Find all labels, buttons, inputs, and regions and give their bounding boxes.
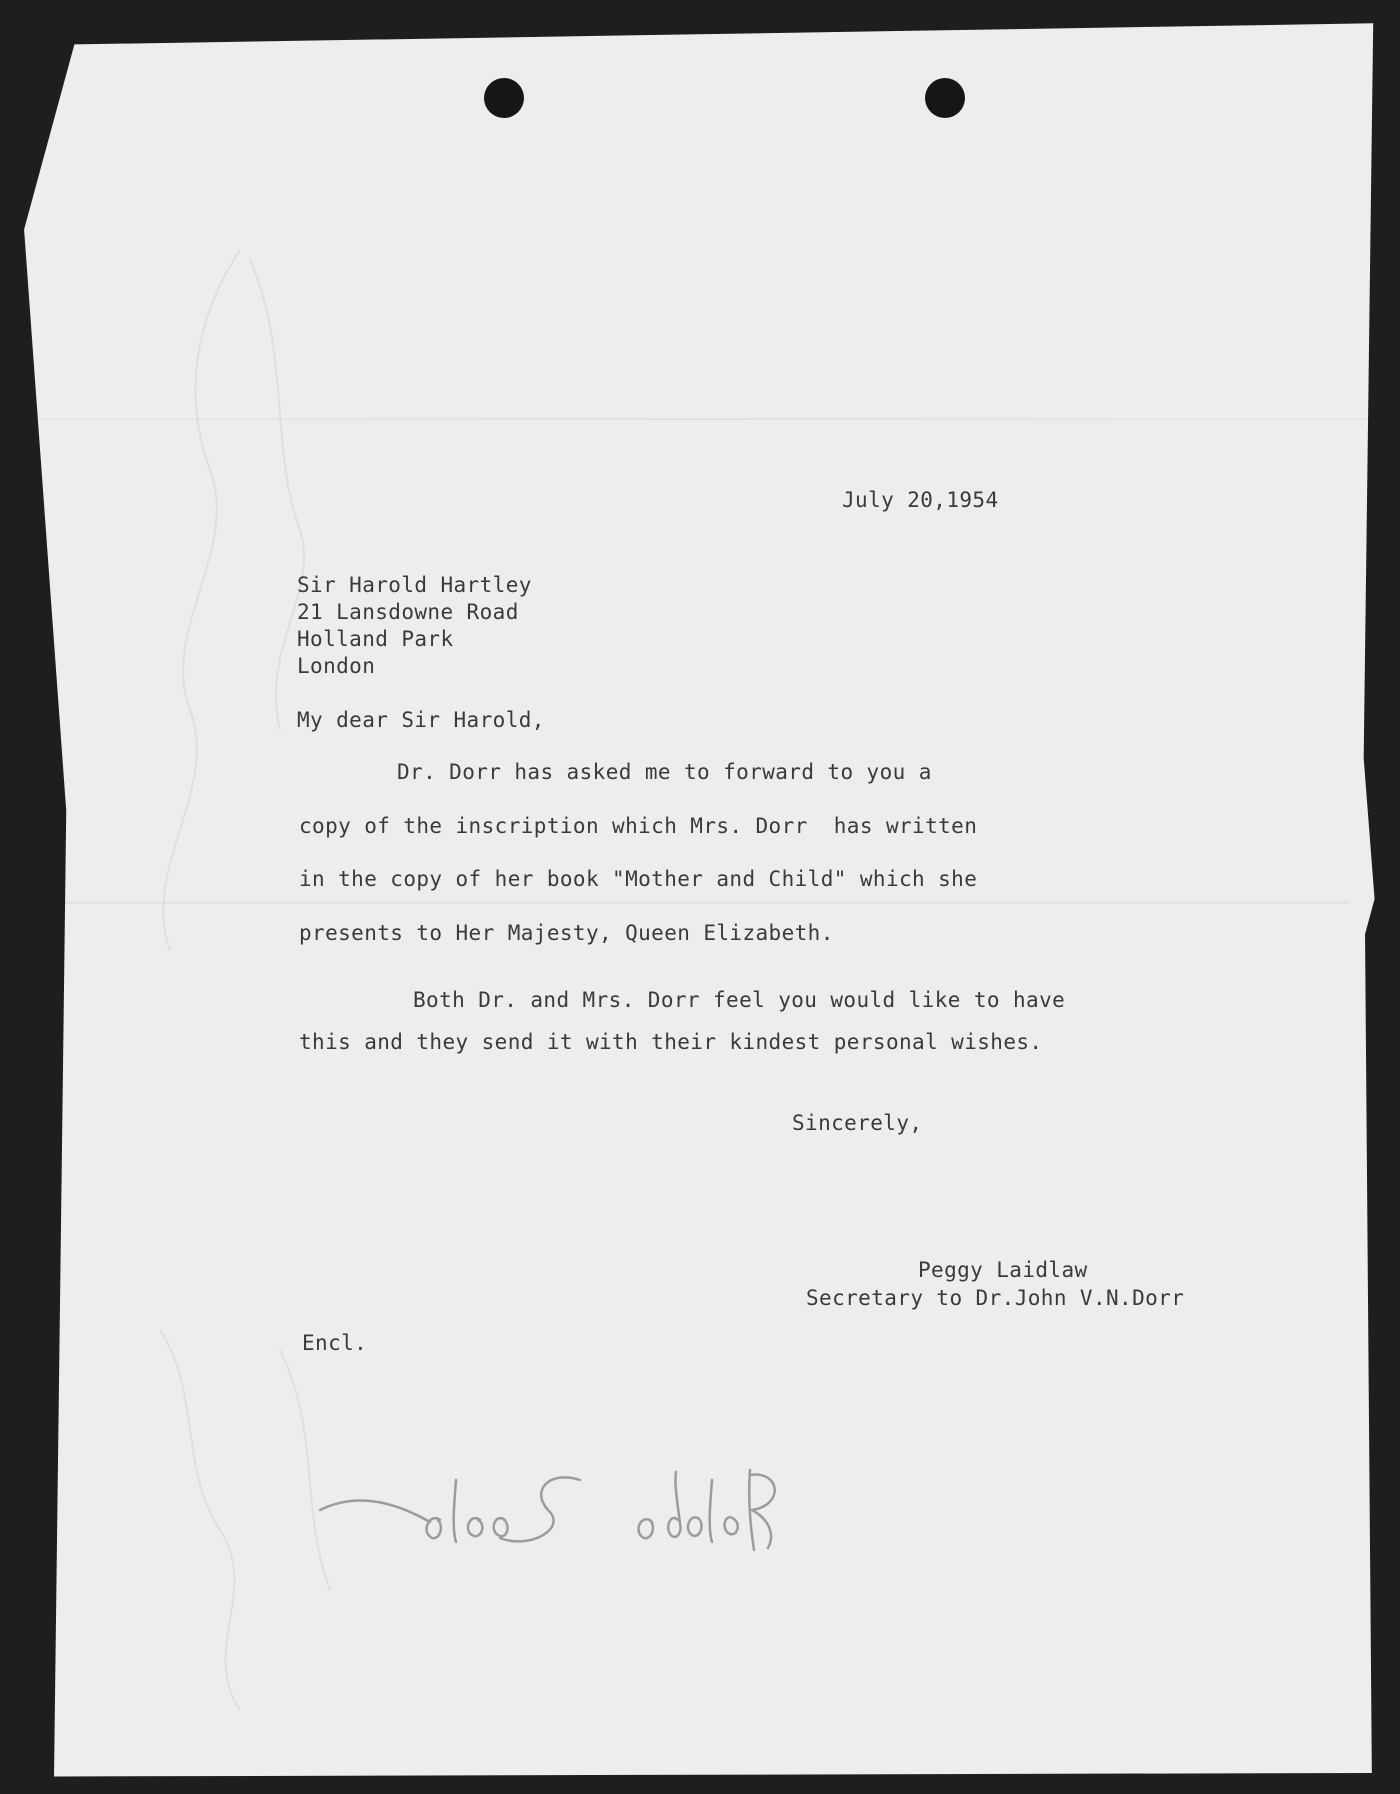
- punch-hole-right: [925, 78, 965, 118]
- letter-date: July 20,1954: [842, 488, 999, 512]
- salutation: My dear Sir Harold,: [297, 708, 545, 732]
- enclosure-note: Encl.: [302, 1331, 368, 1355]
- recipient-street: 21 Lansdowne Road: [297, 600, 519, 624]
- recipient-district: Holland Park: [297, 627, 454, 651]
- body-paragraph-1-line-4: presents to Her Majesty, Queen Elizabeth.: [299, 921, 834, 945]
- punch-hole-left: [484, 78, 524, 118]
- body-paragraph-1-line-1: Dr. Dorr has asked me to forward to you a: [397, 760, 932, 784]
- recipient-name: Sir Harold Hartley: [297, 573, 532, 597]
- signatory-name: Peggy Laidlaw: [918, 1258, 1088, 1282]
- signatory-title: Secretary to Dr.John V.N.Dorr: [806, 1286, 1185, 1310]
- body-paragraph-2-line-1: Both Dr. and Mrs. Dorr feel you would like to have: [413, 988, 1066, 1012]
- body-paragraph-1-line-2: copy of the inscription which Mrs. Dorr has written: [299, 814, 978, 838]
- recipient-city: London: [297, 654, 376, 678]
- body-paragraph-1-line-3: in the copy of her book "Mother and Child" which she: [299, 867, 978, 891]
- handwritten-signature: [280, 1450, 780, 1560]
- body-paragraph-2-line-2: this and they send it with their kindest personal wishes.: [299, 1030, 1043, 1054]
- closing: Sincerely,: [792, 1111, 923, 1135]
